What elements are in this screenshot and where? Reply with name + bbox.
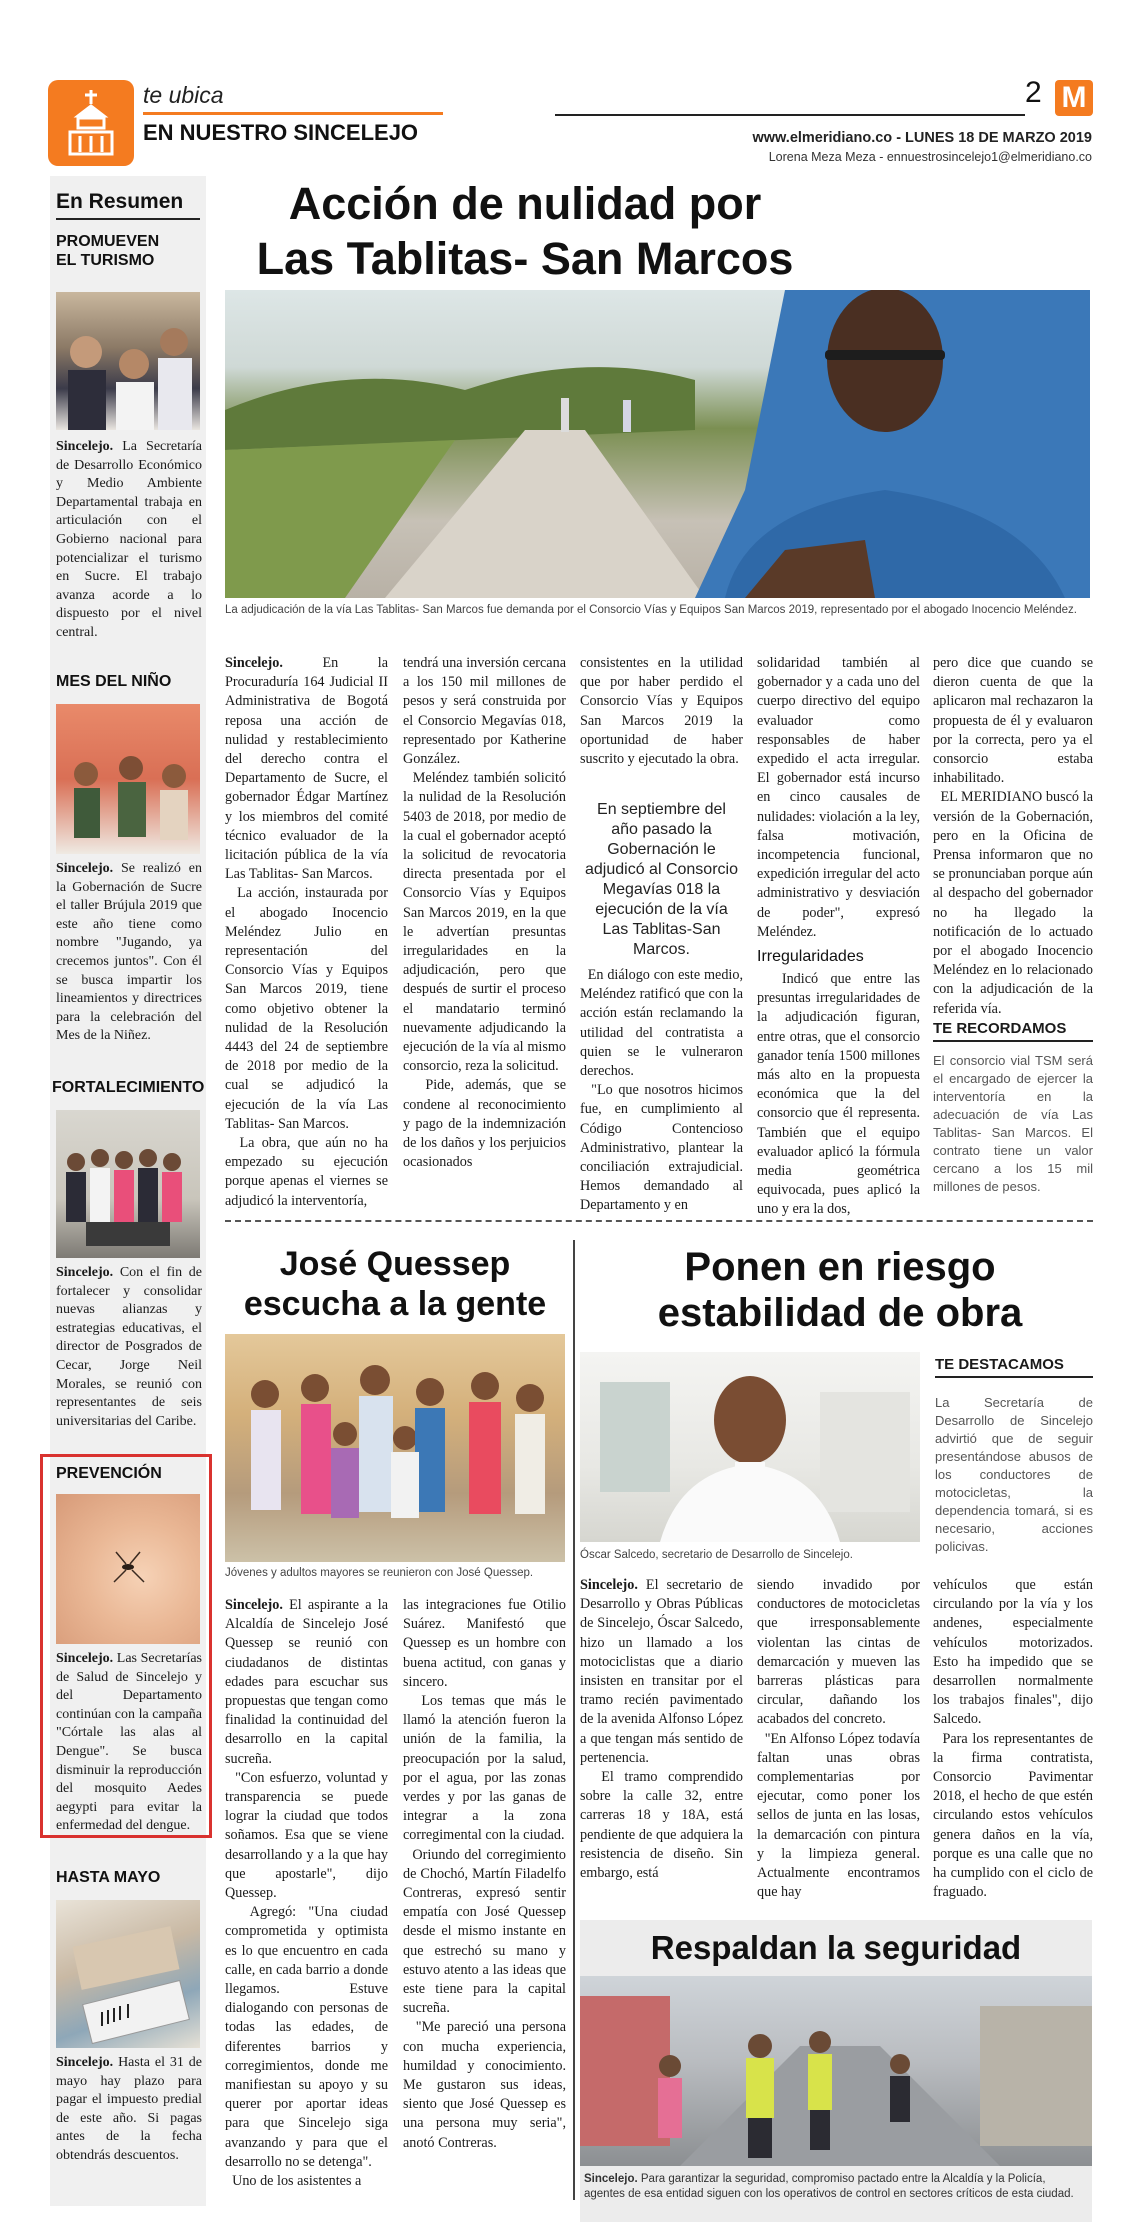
sidebar-text-turismo: Sincelejo. La Secretaría de Desarrollo Económico y Medio Ambiente Departamental trabaja en articulación con el Gobierno nacional para potencializar el turismo en Sucre. El trabajo avanza acorde a lo dispuesto por el nivel central. (56, 439, 202, 640)
section-kicker: te ubica (143, 82, 224, 108)
sidebar-text-prevencion: Sincelejo. Las Secretarías de Salud de Sincelejo y del Departamento continúan con la campaña "Córtale las alas al Dengue". Se busca disminuir la reproducción del mosquito Aedes aegypti para evitar la enfermedad del dengue. (56, 1651, 202, 1834)
seguridad-photo (580, 1976, 1092, 2166)
lead-bottom-rule (225, 1220, 1093, 1222)
quessep-headline: José Quessep escucha a la gente (243, 1245, 547, 1323)
quessep-col-1: Sincelejo. El aspirante a la Alcaldía de Sincelejo José Quessep se reunió con ciudadanos de distintas edades para escuchar sus propuestas que tengan como finalidad la continuidad del desarrollo en la capital sucreña. "Con esfuerzo, voluntad y transparencia se puede lograr la ciudad que todos soñamos. Esa que se viene desarrollando y a la que hay que apostarle", dijo Quessep. Agregó: "Una ciudad comprometida y optimista es lo que encuentro en cada calle, en cada barrio a donde llegamos. Estuve dialogando con personas de todas las edades, de diferentes barrios y corregimientos, donde me manifiestan su apoyo y su querer por aportar ideas para que Sincelejo siga avanzando y para que el desarrollo no se detenga". Uno de los asistentes a (225, 1597, 388, 2190)
lead-col-5: pero dice que cuando se dieron cuenta de que la aplicaron mal rechazaron la propuesta de él y evaluaron por la correcta, pero ya el consorcio estaba inhabilitado. EL MERIDIANO buscó la versión de la Gobernación, pero en la Oficina de Prensa informaron que no se pronunciaban porque aún al despacho del gobernador no ha llegado la notificación de lo actuado por el abogado Inocencio Meléndez en lo relacionado con la adjudicación de la referida vía. (933, 655, 1093, 1017)
sidebar-photo-mayo (56, 1900, 200, 2048)
sidebar-title: En Resumen (56, 190, 184, 213)
lead-photo (225, 290, 1090, 598)
quessep-col-2: las integraciones fue Otilio Suárez. Manifestó que Quessep es un hombre con buena actitud, con ganas y sincero. Los temas que más le llamó la atención fueron la unión de la familia, la preocupación por la salud, por el agua, por las zonas verdes y por las ganas de integrar a la zona corregimental con la ciudad. Oriundo del corregimiento de Chochó, Martín Filadelfo Contreras, expresó sentir empatía con José Quessep desde el mismo instante en que estrechó su mano y estuvo atento a las ideas que este tiene para la capital sucreña. "Me pareció una persona con mucha experiencia, humildad y conocimiento. Me gustaron sus ideas, siento que José Quessep es una persona muy seria", anotó Contreras. (403, 1597, 566, 2151)
section-logo (48, 80, 134, 166)
byline: Lorena Meza Meza - ennuestrosincelejo1@elmeridiano.co (768, 150, 1092, 164)
lead-photo-caption: La adjudicación de la vía Las Tablitas- San Marcos fue demanda por el Consorcio Vías y Equipos San Marcos 2019, representado por el abogado Inocencio Meléndez. (225, 604, 1077, 616)
seguridad-caption: Sincelejo. Para garantizar la seguridad, compromiso pactado entre la Alcaldía y la Policía, agentes de esa entidad siguen con los operativos de control en sectores críticos de esta ciudad. (584, 2173, 1074, 2200)
lead-col-2: tendrá una inversión cercana a los 150 mil millones de pesos y será construida por el Consorcio Megavías 018, representado por Katherine González. Meléndez también solicitó la nulidad de la Resolución 5403 de 2018, por medio de la cual el gobernador aceptó la solicitud de revocatoria directa presentada por el Consorcio Vías y Equipos San Marcos 2019, en la que le advertían presuntas irregularidades en la adjudicación, pero que después de surtir el proceso el mandatario terminó nuevamente adjudicando la ejecución de la vía al mismo consorcio, reza la solicitud. Pide, además, que se condene al reconocimiento y pago de la indemnización de los daños y los perjuicios ocasionados (403, 655, 566, 1171)
obra-photo (580, 1352, 920, 1542)
seguridad-headline: Respaldan la seguridad (650, 1929, 1022, 1966)
destacamos-text: La Secretaría de Desarrollo de Sincelejo advirtió que de seguir presentándose abusos de los conductores de motocicletas, la dependencia tomará, si es necesario, acciones policivas. (935, 1395, 1093, 1554)
brand-logo: M (1055, 80, 1093, 116)
header-rule (555, 114, 1025, 116)
sidebar-heading-fortalecimiento: FORTALECIMIENTO (52, 1079, 205, 1096)
page-number: 2 (1025, 76, 1042, 109)
date-line: www.elmeridiano.co - LUNES 18 DE MARZO 2019 (752, 130, 1092, 146)
sidebar-photo-nino (56, 704, 200, 854)
sidebar-title-rule (56, 218, 200, 220)
obra-headline: Ponen en riesgo estabilidad de obra (657, 1245, 1023, 1335)
column-divider (573, 1240, 575, 2200)
quessep-photo-caption: Jóvenes y adultos mayores se reunieron con José Quessep. (225, 1567, 534, 1579)
church-icon (48, 80, 134, 166)
lead-col-4a: solidaridad también al gobernador y a cada uno del cuerpo directivo del equipo evaluador como responsables de haber expedido el acta irregular. El gobernador está incurso en cinco causales de nulidades: violación a la ley, falsa motivación, incompetencia funcional, expedición irregular del acto administrativo y desviación de poder", expresó Meléndez. (757, 655, 920, 940)
sidebar-text-nino: Sincelejo. Se realizó en la Gobernación de Sucre el taller Brújula 2019 que este año tiene como nombre "Jugando, ya crecemos juntos". Con él se busca impartir los lineamientos y directrices para la celebración del Mes de la Niñez. (56, 861, 202, 1044)
section-rule (143, 112, 443, 115)
sidebar-heading-turismo: PROMUEVEN EL TURISMO (56, 233, 160, 269)
recordamos-title: TE RECORDAMOS (933, 1020, 1093, 1042)
obra-photo-caption: Óscar Salcedo, secretario de Desarrollo de Sincelejo. (580, 1549, 853, 1561)
lead-subhead: Irregularidades (757, 948, 864, 965)
lead-col-3b: En diálogo con este medio, Meléndez ratificó que con la acción están reclamando la utilidad del contratista a quien se le vulneraron derechos. "Lo que nosotros hicimos fue, en cumplimiento al Código Contencioso Administrativo, plantear la conciliación extrajudicial. Hemos demandado al Departamento y en (580, 967, 743, 1214)
obra-col-2: siendo invadido por conductores de motocicletas que irresponsablemente violentan las cintas de demarcación y mueven las barreras plásticas para circular, dañando los acabados del concreto. "En Alfonso López todavía faltan unas obras complementarias por ejecutar, como poner los sellos de junta en las losas, la demarcación con pintura y la limpieza general. Actualmente encontramos que hay (757, 1577, 920, 1901)
lead-headline-line1: Acción de nulidad por (288, 178, 762, 229)
destacamos-title: TE DESTACAMOS (935, 1356, 1093, 1378)
lead-col-1: Sincelejo. En la Procuraduría 164 Judicial II Administrativa de Bogotá reposa una acción de nulidad y restablecimiento del derecho contra el Departamento de Sucre, el gobernador Édgar Martínez y los miembros del comité técnico evaluador de la licitación pública de la vía Las Tablitas- San Marcos. La acción, instaurada por el abogado Inocencio Meléndez Julio en representación del Consorcio Vías y Equipos San Marcos 2019, tiene como objetivo obtener la nulidad de la Resolución 4443 del 24 de septiembre de 2018 por medio de la cual se adjudicó la ejecución de la vía Las Tablitas- San Marcos. La obra, que aún no ha empezado su ejecución porque apenas el viernes se adjudicó la interventoría, (225, 655, 388, 1209)
obra-col-1: Sincelejo. El secretario de Desarrollo y Obras Públicas de Sincelejo, Óscar Salcedo, hizo un llamado a los motociclistas que a diario insisten en transitar por el tramo recién pavimentado de la avenida Alfonso López a que tengan más sentido de pertenencia. El tramo comprendido sobre la calle 32, entre carreras 18 y 18A, está pendiente de que adquiera la resistencia de diseño. Sin embargo, está (580, 1577, 743, 1882)
sidebar-photo-turismo (56, 292, 200, 430)
sidebar-heading-nino: MES DEL NIÑO (56, 673, 172, 690)
quessep-photo (225, 1334, 565, 1562)
sidebar-text-fortalecimiento: Sincelejo. Con el fin de fortalecer y consolidar nuevas alianzas y estrategias educativas, el director de Posgrados de Cecar, Jorge Neil Morales, se reunió con representantes de seis universitarias del Caribe. (56, 1265, 202, 1429)
section-title: EN NUESTRO SINCELEJO (143, 120, 419, 145)
lead-col-4b: Indicó que entre las presuntas irregularidades de la adjudicación figuran, entre otras, que el consorcio ganador tenía 1500 millones más alto en la propuesta económica que la del consorcio que él representa. También que el equipo evaluador aplicó la fórmula media geométrica equivocada, pues aplicó la uno y era la dos, (757, 971, 920, 1218)
lead-pull-quote: En septiembre del año pasado la Gobernación le adjudicó al Consorcio Megavías 018 la ejecución de la vía Las Tablitas-San Marcos. (585, 801, 738, 958)
sidebar-heading-mayo: HASTA MAYO (56, 1869, 161, 1886)
lead-headline-line2: Las Tablitas- San Marcos (256, 233, 794, 284)
lead-col-3a: consistentes en la utilidad que por haber perdido el Consorcio Vías y Equipos San Marcos 2019 la oportunidad de haber suscrito y ejecutado la obra. (580, 655, 743, 768)
recordamos-text: El consorcio vial TSM será el encargado de ejercer la interventoría en la adecuación de vía Las Tablitas- San Marcos. El contrato tiene un valor cercano a los 15 mil millones de pesos. (933, 1053, 1093, 1194)
obra-col-3: vehículos que están circulando por la vía y los andenes, especialmente vehículos motorizados. Esto ha impedido que se desarrollen normalmente los trabajos finales", dijo Salcedo. Para los representantes de la firma contratista, Consorcio Pavimentar 2018, el hecho de que estén circulando estos vehículos genera daños en la vía, porque es una calle que no ha cumplido con el ciclo de fraguado. (933, 1577, 1093, 1901)
sidebar-heading-prevencion: PREVENCIÓN (56, 1465, 162, 1482)
sidebar-text-mayo: Sincelejo. Hasta el 31 de mayo hay plazo para pagar el impuesto predial de este año. Si pagas antes de la fecha obtendrás descuentos. (56, 2055, 202, 2163)
sidebar-photo-prevencion (56, 1494, 200, 1644)
sidebar-photo-fortalecimiento (56, 1110, 200, 1258)
